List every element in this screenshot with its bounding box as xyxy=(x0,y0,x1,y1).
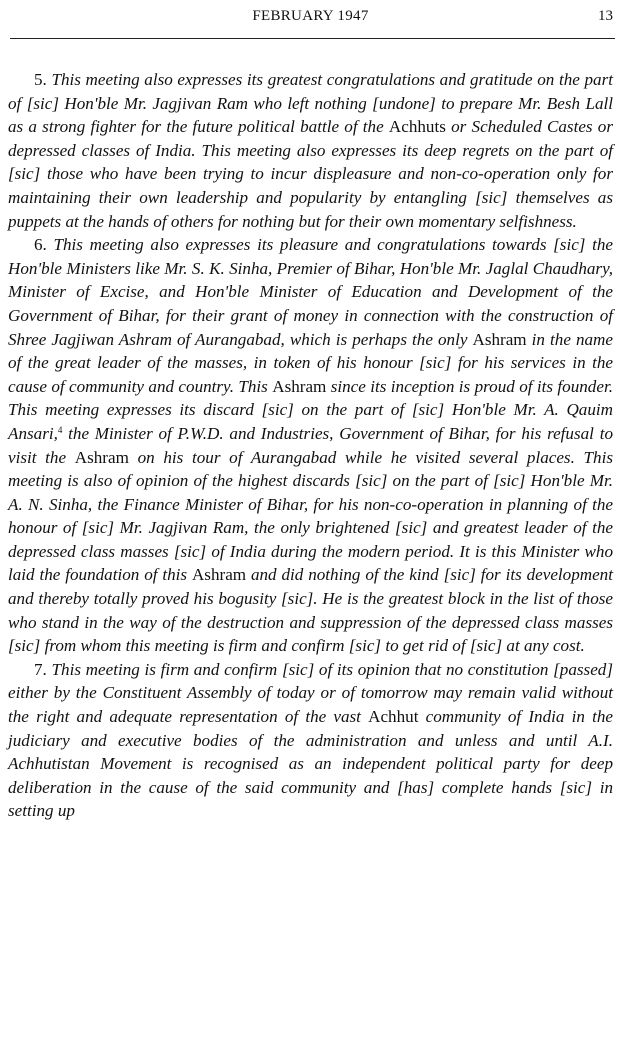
italic-term: Ashram xyxy=(272,376,327,396)
page-number: 13 xyxy=(598,8,613,24)
paragraph-text: and did nothing of the kind [sic] for its development and thereby totally proved his bogusity [sic]. He is the greatest block in the list of those who stand in the way of the destruction and suppression of the depressed class masses [sic] from whom this meeting is firm and confirm [sic] to get rid of [sic] at any cost. xyxy=(8,565,613,656)
footnote-marker: 4 xyxy=(57,424,63,435)
paragraph-text: the Minister of P.W.D. and Industries, Government of Bihar, for his refusal to visit the xyxy=(8,423,613,467)
paragraph-text: in the name of the great leader of the masses, in token of his honour [sic] for his services in the cause of community and country. This xyxy=(8,329,613,396)
italic-term: Ashram xyxy=(74,447,129,467)
paragraph-text: This meeting is firm and confirm [sic] of its opinion that no constitution [passed] either by the Constituent Assembly of today or of tomorrow may remain valid without the right and adequate representation of the vast xyxy=(8,659,613,727)
paragraph-6 xyxy=(8,233,613,658)
paragraph-text: on his tour of Aurangabad while he visited several places. This meeting is also of opinion of the highest discards [sic] on the part of [sic] Hon'ble Mr. A. N. Sinha, the Finance Minister of Bihar, for his non-co-operation in planning of the honour of [sic] Mr. Jagjivan Ram, the only brightened [sic] and greatest leader of the depressed class masses [sic] of India during the modern period. It is this Minister who laid the foundation of this xyxy=(8,447,613,585)
paragraph-text: community of India in the judiciary and executive bodies of the administration and unless and until A.I. Achhutistan Movement is recognised as an independent political party for deep deliberation in the cause of the said community and [has] complete hands [sic] in setting up xyxy=(8,707,613,821)
header-rule xyxy=(10,38,615,39)
paragraph-5 xyxy=(8,68,613,233)
page-header xyxy=(8,5,613,35)
paragraph-number: 5. xyxy=(34,70,47,89)
italic-term: Ashram xyxy=(472,329,527,349)
italic-term: Ashram xyxy=(191,565,247,585)
paragraph-text: This meeting also expresses its pleasure and congratulations towards [sic] the Hon'ble Ministers like Mr. S. K. Sinha, Premier of Bihar, Hon'ble Mr. Jaglal Chaudhary, Minister of Excise, and Hon'ble Minister of Education and Development of the Government of Bihar, for their grant of money in connection with the construction of Shree Jagjiwan Ashram of Aurangabad, which is perhaps the only xyxy=(8,235,613,349)
paragraph-number: 6. xyxy=(34,235,47,255)
italic-term: Achhut xyxy=(368,707,419,727)
paragraph-number: 7. xyxy=(34,659,47,679)
paragraph-text: This meeting also expresses its greatest congratulations and gratitude on the part of [sic] Hon'ble Mr. Jagjivan Ram who left nothing [undone] to prepare Mr. Besh Lall as a strong fighter for the future political battle of the xyxy=(8,70,613,137)
paragraph-text: since its inception is proud of its founder. This meeting expresses its discard [sic] on the part of [sic] Hon'ble Mr. A. Qauim Ansari, xyxy=(8,376,613,443)
paragraph-text: or Scheduled Castes or depressed classes of India. This meeting also expresses its deep regrets on the part of [sic] those who have been trying to incur displeasure and non-co-operation only for maintaining their own leadership and popularity by entangling [sic] themselves as puppets at the hands of others for nothing but for their own momentary selfishness. xyxy=(8,117,613,231)
italic-term: Achhuts xyxy=(388,117,446,137)
running-head: FEBRUARY 1947 xyxy=(252,8,369,24)
paragraph-7 xyxy=(8,658,613,823)
body-text xyxy=(8,68,613,823)
